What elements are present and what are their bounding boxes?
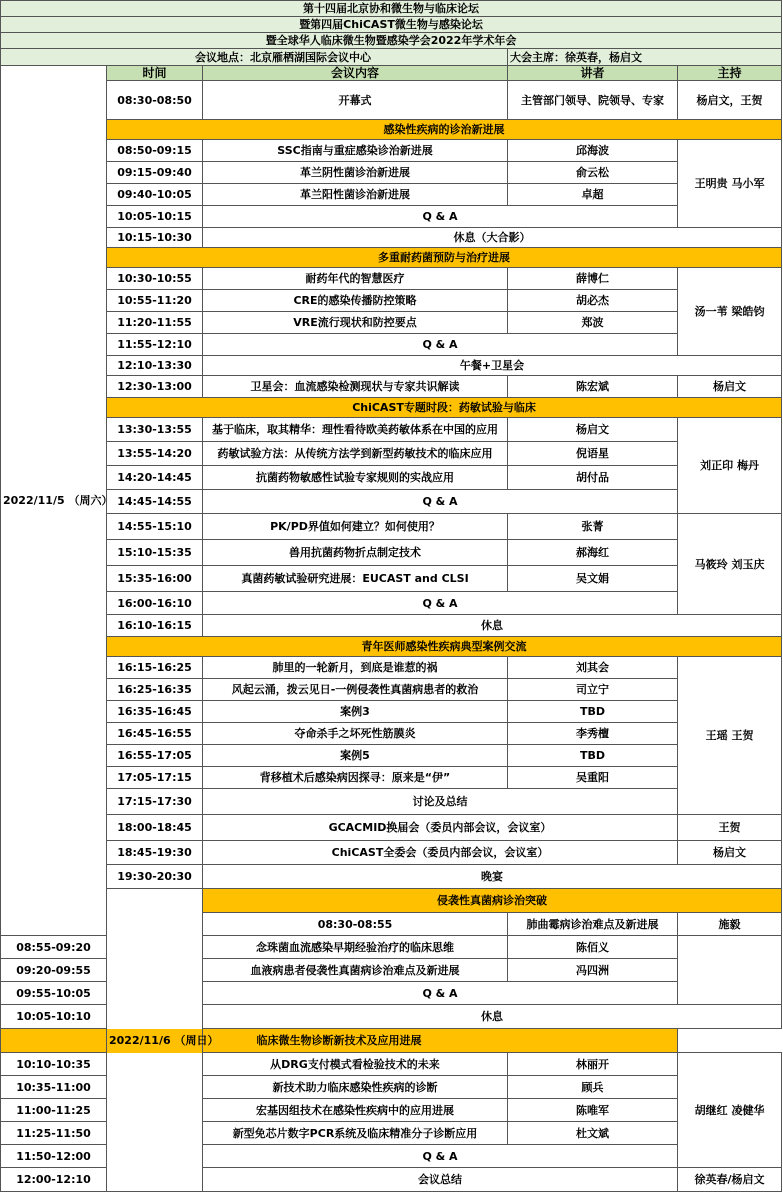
speaker-cell: 刘其会 (508, 657, 678, 679)
time-cell: 17:05-17:15 (107, 767, 203, 789)
break-cell: 休息（大合影） (203, 228, 782, 248)
time-cell: 08:30-08:55 (203, 913, 508, 936)
break-cell: 休息 (203, 1005, 782, 1029)
time-cell: 15:10-15:35 (107, 540, 203, 566)
content-cell: 真菌药敏试验研究进展：EUCAST and CLSI (203, 566, 508, 592)
col-time-header: 时间 (107, 66, 203, 81)
speaker-cell: 胡必杰 (508, 290, 678, 312)
qa-cell: Q & A (203, 334, 678, 356)
speaker-cell: 陈唯军 (508, 1099, 678, 1122)
time-cell: 11:20-11:55 (107, 312, 203, 334)
time-cell: 10:15-10:30 (107, 228, 203, 248)
speaker-cell: 杨启文 (508, 418, 678, 442)
speaker-cell: 郝海红 (508, 540, 678, 566)
speaker-cell: 薛博仁 (508, 268, 678, 290)
content-cell: 宏基因组技术在感染性疾病中的应用进展 (203, 1099, 508, 1122)
speaker-cell: 俞云松 (508, 162, 678, 184)
qa-cell: Q & A (203, 1145, 678, 1168)
speaker-cell: 林丽开 (508, 1053, 678, 1076)
qa-cell: Q & A (203, 490, 678, 514)
content-cell: 耐药年代的智慧医疗 (203, 268, 508, 290)
time-cell: 11:50-12:00 (1, 1145, 107, 1168)
time-cell: 08:30-08:50 (107, 81, 203, 120)
content-cell: SSC指南与重症感染诊治新进展 (203, 140, 508, 162)
date-day1: 2022/11/5 （周六） (1, 66, 107, 936)
speaker-cell: 郑波 (508, 312, 678, 334)
time-cell: 09:15-09:40 (107, 162, 203, 184)
venue: 会议地点：北京雁栖湖国际会议中心 (1, 49, 508, 66)
time-cell: 19:30-20:30 (107, 865, 203, 889)
time-cell: 09:20-09:55 (1, 959, 107, 982)
content-cell: 兽用抗菌药物折点制定技术 (203, 540, 508, 566)
closing-cell: 会议总结 (203, 1168, 678, 1192)
content-cell: 肺曲霉病诊治难点及新进展 (508, 913, 678, 936)
col-host-header: 主持 (678, 66, 782, 81)
time-cell: 10:05-10:10 (1, 1005, 107, 1029)
meeting-cell: GCACMID换届会（委员内部会议，会议室） (203, 815, 678, 841)
forum-title-2: 暨第四届ChiCAST微生物与感染论坛 (1, 17, 782, 33)
speaker-cell: 施毅 (678, 913, 782, 936)
time-cell: 08:50-09:15 (107, 140, 203, 162)
break-cell: 休息 (203, 615, 782, 637)
speaker-cell: 胡付品 (508, 466, 678, 490)
time-cell: 12:00-12:10 (1, 1168, 107, 1192)
time-cell: 08:55-09:20 (1, 936, 107, 959)
col-content-header: 会议内容 (203, 66, 508, 81)
time-cell: 16:00-16:10 (107, 592, 203, 615)
content-cell: 案例5 (203, 745, 508, 767)
speaker-cell: 吴文娟 (508, 566, 678, 592)
content-cell: 肺里的一轮新月，到底是谁惹的祸 (203, 657, 508, 679)
host-cell: 胡继红 凌健华 (678, 1053, 782, 1168)
session-title: 临床微生物诊断新技术及应用进展 (1, 1029, 678, 1053)
speaker-cell: 杜文斌 (508, 1122, 678, 1145)
host-cell: 杨启文 (678, 841, 782, 865)
session-title: ChiCAST专题时段：药敏试验与临床 (107, 398, 782, 418)
qa-cell: Q & A (203, 206, 678, 228)
speaker-cell: 倪语星 (508, 442, 678, 466)
time-cell: 14:45-14:55 (107, 490, 203, 514)
forum-title-1: 第十四届北京协和微生物与临床论坛 (1, 1, 782, 17)
time-cell: 10:55-11:20 (107, 290, 203, 312)
content-cell: 新型免芯片数字PCR系统及临床精准分子诊断应用 (203, 1122, 508, 1145)
meeting-cell: ChiCAST全委会（委员内部会议，会议室） (203, 841, 678, 865)
speaker-cell: 李秀檀 (508, 723, 678, 745)
host-cell: 汤一苇 梁皓钧 (678, 268, 782, 356)
speaker-cell: 张菁 (508, 514, 678, 540)
time-cell: 10:05-10:15 (107, 206, 203, 228)
discussion-cell: 讨论及总结 (203, 789, 678, 815)
host-cell: 王明贵 马小军 (678, 140, 782, 228)
chairs: 大会主席：徐英春，杨启文 (508, 49, 782, 66)
time-cell: 09:55-10:05 (1, 982, 107, 1005)
break-cell: 午餐+卫星会 (203, 356, 782, 376)
time-cell: 17:15-17:30 (107, 789, 203, 815)
session-title: 感染性疾病的诊治新进展 (107, 120, 782, 140)
content-cell: 革兰阳性菌诊治新进展 (203, 184, 508, 206)
speaker-cell: 邱海波 (508, 140, 678, 162)
content-cell: 革兰阴性菌诊治新进展 (203, 162, 508, 184)
time-cell: 15:35-16:00 (107, 566, 203, 592)
time-cell: 12:10-13:30 (107, 356, 203, 376)
content-cell: 案例3 (203, 701, 508, 723)
speaker-cell: 顾兵 (508, 1076, 678, 1099)
time-cell: 16:10-16:15 (107, 615, 203, 637)
content-cell: 开幕式 (203, 81, 508, 120)
content-cell: 新技术助力临床感染性疾病的诊断 (203, 1076, 508, 1099)
content-cell: 背移植术后感染病因探寻：原来是“伊” (203, 767, 508, 789)
content-cell: 夺命杀手之坏死性筋膜炎 (203, 723, 508, 745)
content-cell: 卫星会：血流感染检测现状与专家共识解读 (203, 376, 508, 398)
time-cell: 12:30-13:00 (107, 376, 203, 398)
time-cell: 14:55-15:10 (107, 514, 203, 540)
time-cell: 11:55-12:10 (107, 334, 203, 356)
time-cell: 10:30-10:55 (107, 268, 203, 290)
host-cell: 杨启文，王贺 (678, 81, 782, 120)
speaker-cell: 陈佰义 (508, 936, 678, 959)
host-cell: 刘正印 梅丹 (678, 418, 782, 514)
host-cell: 王瑶 王贺 (678, 657, 782, 815)
qa-cell: Q & A (203, 592, 678, 615)
speaker-cell: 冯四洲 (508, 959, 678, 982)
content-cell: VRE流行现状和防控要点 (203, 312, 508, 334)
time-cell: 13:30-13:55 (107, 418, 203, 442)
date-day2: 2022/11/6 （周日） (107, 889, 203, 1192)
host-cell: 马筱玲 刘玉庆 (678, 514, 782, 615)
speaker-cell: 陈宏斌 (508, 376, 678, 398)
content-cell: 药敏试验方法：从传统方法学到新型药敏技术的临床应用 (203, 442, 508, 466)
content-cell: 风起云涌，拨云见日-一例侵袭性真菌病患者的救治 (203, 679, 508, 701)
time-cell: 11:00-11:25 (1, 1099, 107, 1122)
session-title: 多重耐药菌预防与治疗进展 (107, 248, 782, 268)
time-cell: 16:45-16:55 (107, 723, 203, 745)
time-cell: 14:20-14:45 (107, 466, 203, 490)
time-cell: 13:55-14:20 (107, 442, 203, 466)
host-cell: 杨启文 (678, 376, 782, 398)
content-cell: 抗菌药物敏感性试验专家规则的实战应用 (203, 466, 508, 490)
time-cell: 18:45-19:30 (107, 841, 203, 865)
time-cell: 16:55-17:05 (107, 745, 203, 767)
speaker-cell: 吴重阳 (508, 767, 678, 789)
content-cell: PK/PD界值如何建立？如何使用？ (203, 514, 508, 540)
time-cell: 18:00-18:45 (107, 815, 203, 841)
content-cell: 基于临床，取其精华：理性看待欧美药敏体系在中国的应用 (203, 418, 508, 442)
time-cell: 11:25-11:50 (1, 1122, 107, 1145)
content-cell: 念珠菌血流感染早期经验治疗的临床思维 (203, 936, 508, 959)
speaker-cell: TBD (508, 701, 678, 723)
col-speaker-header: 讲者 (508, 66, 678, 81)
dinner-cell: 晚宴 (203, 865, 782, 889)
time-cell: 16:35-16:45 (107, 701, 203, 723)
time-cell: 16:15-16:25 (107, 657, 203, 679)
host-cell: 徐英春/杨启文 (678, 1168, 782, 1192)
speaker-cell: 司立宁 (508, 679, 678, 701)
content-cell: 血液病患者侵袭性真菌病诊治难点及新进展 (203, 959, 508, 982)
speaker-cell: 卓超 (508, 184, 678, 206)
session-title: 侵袭性真菌病诊治突破 (203, 889, 782, 913)
host-cell: 王贺 (678, 815, 782, 841)
time-cell: 10:35-11:00 (1, 1076, 107, 1099)
speaker-cell: 主管部门领导、院领导、专家 (508, 81, 678, 120)
time-cell: 09:40-10:05 (107, 184, 203, 206)
time-cell: 16:25-16:35 (107, 679, 203, 701)
qa-cell: Q & A (203, 982, 678, 1005)
time-cell: 10:10-10:35 (1, 1053, 107, 1076)
forum-title-3: 暨全球华人临床微生物暨感染学会2022年学术年会 (1, 33, 782, 49)
session-title: 青年医师感染性疾病典型案例交流 (107, 637, 782, 657)
content-cell: 从DRG支付模式看检验技术的未来 (203, 1053, 508, 1076)
content-cell: CRE的感染传播防控策略 (203, 290, 508, 312)
speaker-cell: TBD (508, 745, 678, 767)
